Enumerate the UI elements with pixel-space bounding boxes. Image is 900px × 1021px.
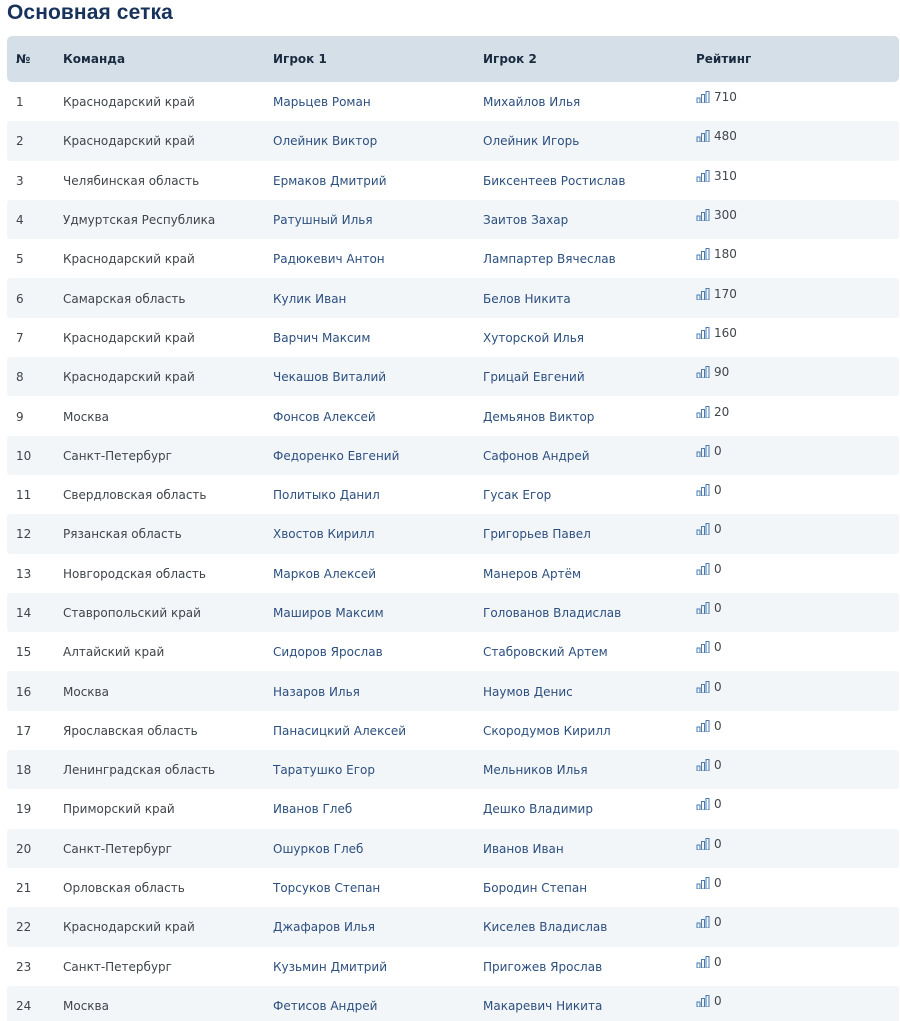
team-name: Ставропольский край — [63, 606, 201, 620]
bar-chart-icon — [696, 720, 710, 732]
row-num: 8 — [16, 370, 24, 385]
player2-link[interactable]: Биксентеев Ростислав — [483, 173, 626, 188]
table-body — [7, 82, 899, 1021]
rating-value: 710 — [714, 90, 737, 105]
rating — [696, 522, 722, 536]
rating — [696, 994, 722, 1008]
bar-chart-icon — [696, 209, 710, 221]
team-name: Краснодарский край — [63, 95, 195, 110]
rating-value: 0 — [714, 797, 722, 812]
rating-value: 0 — [714, 954, 722, 969]
row-num: 19 — [16, 802, 32, 817]
row-num: 17 — [16, 723, 32, 738]
player2-link[interactable]: Михайлов Илья — [483, 95, 581, 110]
team-name: Москва — [63, 684, 109, 699]
bar-chart-icon — [696, 248, 710, 260]
player2-link[interactable]: Лампартер Вячеслав — [483, 252, 616, 267]
bar-chart-icon — [696, 602, 710, 614]
row-num: 21 — [16, 881, 32, 896]
rating-value: 480 — [714, 129, 737, 144]
row-num: 5 — [16, 252, 24, 267]
table-row — [7, 514, 899, 553]
player2-link[interactable]: Демьянов Виктор — [483, 409, 595, 424]
team-name: Санкт-Петербург — [63, 959, 172, 974]
rating-value: 0 — [714, 679, 722, 694]
player2-link[interactable]: Белов Никита — [483, 291, 571, 306]
player2-link[interactable]: Манеров Артём — [483, 566, 582, 581]
rating — [696, 287, 737, 301]
row-num: 1 — [16, 95, 24, 110]
header-rating: Рейтинг — [696, 52, 752, 66]
bar-chart-icon — [696, 798, 710, 810]
player1-link[interactable]: Джафаров Илья — [273, 920, 375, 935]
bar-chart-icon — [696, 91, 710, 103]
bar-chart-icon — [696, 327, 710, 339]
row-num: 23 — [16, 959, 32, 974]
player2-link[interactable]: Грицай Евгений — [483, 370, 585, 385]
team-name: Новгородская область — [63, 566, 206, 581]
rating — [696, 405, 729, 419]
team-name: Москва — [63, 998, 109, 1013]
player1-link[interactable]: Кулик Иван — [273, 291, 347, 306]
rating-value: 0 — [714, 758, 722, 773]
row-num: 6 — [16, 291, 24, 306]
player1-link[interactable]: Торсуков Степан — [273, 881, 381, 896]
team-name: Рязанская область — [63, 527, 182, 542]
player2-link[interactable]: Стабровский Артем — [483, 645, 608, 660]
table-row — [7, 318, 899, 357]
row-num: 14 — [16, 606, 32, 620]
rating — [696, 326, 737, 340]
player2-link[interactable]: Иванов Иван — [483, 841, 564, 856]
player2-link[interactable]: Киселев Владислав — [483, 920, 608, 935]
player2-link[interactable]: Гусак Егор — [483, 488, 552, 503]
row-num: 20 — [16, 841, 32, 856]
bar-chart-icon — [696, 877, 710, 889]
player1-link[interactable]: Варчич Максим — [273, 330, 371, 345]
row-num: 7 — [16, 330, 24, 345]
player2-link[interactable]: Макаревич Никита — [483, 998, 603, 1013]
bar-chart-icon — [696, 484, 710, 496]
row-num: 10 — [16, 448, 32, 463]
bar-chart-icon — [696, 916, 710, 928]
bar-chart-icon — [696, 445, 710, 457]
table-row — [7, 200, 899, 239]
player2-link[interactable]: Бородин Степан — [483, 881, 588, 896]
player2-link[interactable]: Сафонов Андрей — [483, 448, 590, 463]
rating — [696, 719, 722, 733]
row-num: 18 — [16, 763, 32, 778]
player1-link[interactable]: Федоренко Евгений — [273, 448, 400, 463]
bar-chart-icon — [696, 170, 710, 182]
row-num: 2 — [16, 134, 24, 149]
bar-chart-icon — [696, 406, 710, 418]
rating — [696, 247, 737, 261]
player2-link[interactable]: Хуторской Илья — [483, 330, 585, 345]
rating-value: 0 — [714, 640, 722, 655]
player2-link[interactable]: Мельников Илья — [483, 763, 588, 778]
team-name: Ленинградская область — [63, 763, 216, 778]
row-num: 12 — [16, 527, 32, 542]
player2-link[interactable]: Олейник Игорь — [483, 134, 580, 149]
bar-chart-icon — [696, 641, 710, 653]
table-row — [7, 475, 899, 514]
bar-chart-icon — [696, 995, 710, 1007]
rating — [696, 601, 722, 615]
team-name: Краснодарский край — [63, 370, 195, 385]
bar-chart-icon — [696, 523, 710, 535]
player1-link[interactable]: Фетисов Андрей — [273, 998, 378, 1013]
player1-link[interactable]: Таратушко Егор — [273, 763, 375, 778]
rating-value: 310 — [714, 168, 737, 183]
bar-chart-icon — [696, 956, 710, 968]
team-name: Ярославская область — [63, 723, 198, 738]
player1-link[interactable]: Сидоров Ярослав — [273, 645, 383, 660]
player2-link[interactable]: Григорьев Павел — [483, 527, 591, 542]
player1-link[interactable]: Панасицкий Алексей — [273, 723, 407, 738]
player2-link[interactable]: Скородумов Кирилл — [483, 723, 611, 738]
header-num: № — [16, 52, 31, 66]
rating-value: 20 — [714, 404, 730, 419]
rating — [696, 208, 737, 222]
team-name: Орловская область — [63, 881, 185, 896]
player1-link[interactable]: Политыко Данил — [273, 488, 380, 503]
rating-value: 180 — [714, 247, 737, 262]
rating — [696, 640, 722, 654]
team-name: Удмуртская Республика — [63, 213, 216, 228]
rating-value: 160 — [714, 325, 737, 340]
rating — [696, 365, 729, 379]
page-title: Основная сетка — [7, 1, 173, 24]
team-name: Краснодарский край — [63, 920, 195, 935]
table-row — [7, 396, 899, 435]
bracket-table — [7, 36, 899, 1021]
rating-value: 0 — [714, 993, 722, 1008]
rating — [696, 169, 737, 183]
table-row — [7, 947, 899, 986]
team-name: Санкт-Петербург — [63, 448, 172, 463]
rating — [696, 483, 722, 497]
row-num: 4 — [16, 213, 24, 228]
rating-value: 0 — [714, 836, 722, 851]
player1-link[interactable]: Радюкевич Антон — [273, 252, 385, 267]
header-player1: Игрок 1 — [273, 52, 327, 66]
row-num: 24 — [16, 998, 32, 1013]
player1-link[interactable]: Олейник Виктор — [273, 134, 378, 149]
row-num: 11 — [16, 488, 32, 503]
rating-value: 300 — [714, 208, 737, 223]
bar-chart-icon — [696, 681, 710, 693]
rating — [696, 129, 737, 143]
team-name: Свердловская область — [63, 488, 207, 503]
rating-value: 0 — [714, 601, 722, 615]
player1-link[interactable]: Кузьмин Дмитрий — [273, 959, 388, 974]
bar-chart-icon — [696, 838, 710, 850]
row-num: 13 — [16, 566, 32, 581]
player2-link[interactable]: Голованов Владислав — [483, 606, 622, 620]
player1-link[interactable]: Чекашов Виталий — [273, 370, 387, 385]
team-name: Краснодарский край — [63, 252, 195, 267]
rating-value: 0 — [714, 718, 722, 733]
table-row — [7, 671, 899, 710]
team-name: Приморский край — [63, 802, 175, 817]
rating-value: 0 — [714, 443, 722, 458]
team-name: Краснодарский край — [63, 330, 195, 345]
team-name: Москва — [63, 409, 109, 424]
player2-link[interactable]: Пригожев Ярослав — [483, 959, 603, 974]
rating-value: 0 — [714, 915, 722, 930]
player1-link[interactable]: Марьцев Роман — [273, 95, 371, 110]
rating-value: 0 — [714, 876, 722, 891]
rating — [696, 90, 737, 104]
team-name: Самарская область — [63, 291, 186, 306]
table-row — [7, 868, 899, 907]
bar-chart-icon — [696, 366, 710, 378]
rating — [696, 444, 722, 458]
player2-link[interactable]: Заитов Захар — [483, 213, 569, 228]
rating — [696, 876, 722, 890]
player1-link[interactable]: Маширов Максим — [273, 606, 384, 620]
rating — [696, 837, 722, 851]
table-row — [7, 632, 899, 671]
player2-link[interactable]: Наумов Денис — [483, 684, 573, 699]
table-row — [7, 750, 899, 789]
rating-value: 0 — [714, 483, 722, 498]
rating — [696, 955, 722, 969]
table-row — [7, 82, 899, 121]
table-row — [7, 593, 899, 632]
table-row — [7, 986, 899, 1021]
rating — [696, 797, 722, 811]
bar-chart-icon — [696, 563, 710, 575]
row-num: 22 — [16, 920, 32, 935]
row-num: 9 — [16, 409, 24, 424]
table-row — [7, 789, 899, 828]
header-team: Команда — [63, 52, 126, 66]
table-row — [7, 278, 899, 317]
team-name: Санкт-Петербург — [63, 841, 172, 856]
rating — [696, 562, 722, 576]
player1-link[interactable]: Ратушный Илья — [273, 213, 373, 228]
bar-chart-icon — [696, 130, 710, 142]
table-row — [7, 121, 899, 160]
player1-link[interactable]: Марков Алексей — [273, 566, 377, 581]
table-row — [7, 239, 899, 278]
bar-chart-icon — [696, 288, 710, 300]
player2-link[interactable]: Дешко Владимир — [483, 802, 593, 817]
row-num: 16 — [16, 684, 32, 699]
rating-value: 170 — [714, 286, 737, 301]
rating — [696, 758, 722, 772]
table-header — [7, 36, 899, 82]
team-name: Челябинская область — [63, 173, 200, 188]
row-num: 15 — [16, 645, 32, 660]
table-row — [7, 829, 899, 868]
table-row — [7, 907, 899, 946]
row-num: 3 — [16, 173, 24, 188]
table-row — [7, 554, 899, 593]
player1-link[interactable]: Хвостов Кирилл — [273, 527, 375, 542]
rating — [696, 680, 722, 694]
table-row — [7, 161, 899, 200]
table-row — [7, 357, 899, 396]
player1-link[interactable]: Ошурков Глеб — [273, 841, 364, 856]
rating-value: 0 — [714, 561, 722, 576]
team-name: Краснодарский край — [63, 134, 195, 149]
player1-link[interactable]: Назаров Илья — [273, 684, 360, 699]
header-player2: Игрок 2 — [483, 52, 537, 66]
rating — [696, 915, 722, 929]
player1-link[interactable]: Фонсов Алексей — [273, 409, 376, 424]
table-row — [7, 711, 899, 750]
team-name: Алтайский край — [63, 645, 165, 660]
table-row — [7, 436, 899, 475]
player1-link[interactable]: Иванов Глеб — [273, 802, 353, 817]
rating-value: 0 — [714, 522, 722, 537]
bar-chart-icon — [696, 759, 710, 771]
rating-value: 90 — [714, 365, 730, 380]
player1-link[interactable]: Ермаков Дмитрий — [273, 173, 387, 188]
